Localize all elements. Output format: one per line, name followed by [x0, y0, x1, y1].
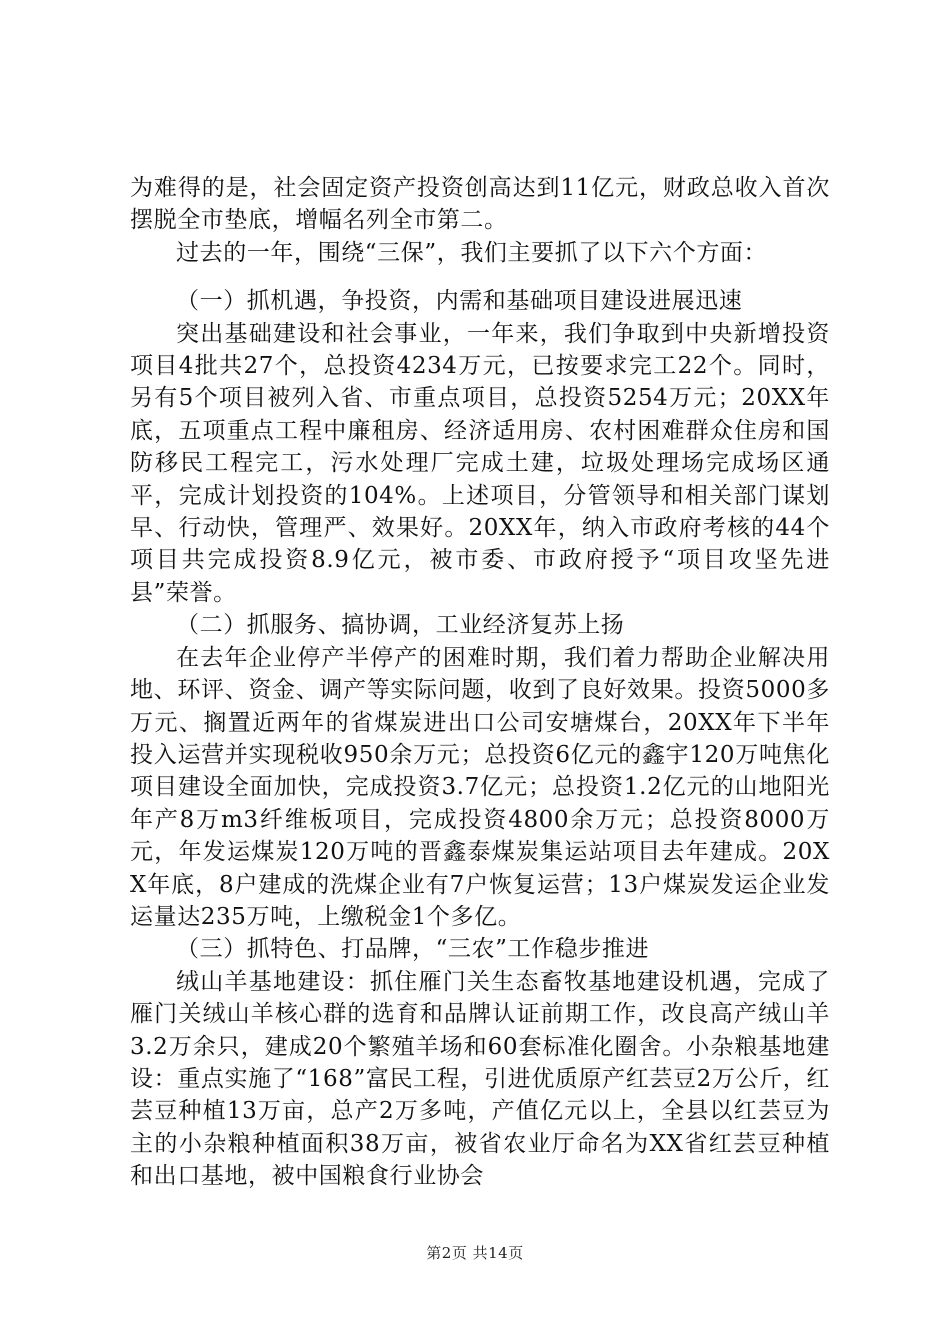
paragraph-agriculture: 绒山羊基地建设：抓住雁门关生态畜牧基地建设机遇，完成了雁门关绒山羊核心群的选育和品牌认证前期工作，改良高产绒山羊3.2万余只，建成20个繁殖羊场和60套标准化圈舍。小杂粮基地建设：重点实施了“168”富民工程，引进优质原产红芸豆2万公斤，红芸豆种植13万亩，总产2万多吨，产值亿元以上，全县以红芸豆为主的小杂粮种植面积38万亩，被省农业厅命名为XX省红芸豆种植和出口基地，被中国粮食行业协会 [130, 968, 830, 1190]
section-heading-3: （三）抓特色、打品牌，“三农”工作稳步推进 [176, 936, 650, 963]
paragraph-continuation: 为难得的是，社会固定资产投资创高达到11亿元，财政总收入首次摆脱全市垫底，增幅名列全市第二。 [130, 175, 830, 234]
paragraph-gap [130, 269, 830, 285]
section-heading-2: （二）抓服务、搞协调，工业经济复苏上扬 [176, 612, 625, 639]
page-number-footer: 第2页 共14页 [426, 1244, 524, 1262]
section-heading-1: （一）抓机遇，争投资，内需和基础项目建设进展迅速 [176, 288, 743, 315]
document-body [130, 172, 830, 1193]
paragraph-intro: 过去的一年，围绕“三保”，我们主要抓了以下六个方面： [176, 239, 768, 266]
paragraph-investment: 突出基础建设和社会事业，一年来，我们争取到中央新增投资项目4批共27个，总投资4234万元，已按要求完工22个。同时，另有5个项目被列入省、市重点项目，总投资5254万元；20XX年底，五项重点工程中廉租房、经济适用房、农村困难群众住房和国防移民工程完工，污水处理厂完成土建，垃圾处理场完成场区通平，完成计划投资的104%。上述项目，分管领导和相关部门谋划早、行动快，管理严、效果好。20XX年，纳入市政府考核的44个项目共完成投资8.9亿元，被市委、市政府授予“项目攻坚先进县”荣誉。 [130, 320, 830, 606]
paragraph-industry: 在去年企业停产半停产的困难时期，我们着力帮助企业解决用地、环评、资金、调产等实际问题，收到了良好效果。投资5000多万元、搁置近两年的省煤炭进出口公司安塘煤台，20XX年下半年投入运营并实现税收950余万元；总投资6亿元的鑫宇120万吨焦化项目建设全面加快，完成投资3.7亿元；总投资1.2亿元的山地阳光年产8万m3纤维板项目，完成投资4800余万元；总投资8000万元，年发运煤炭120万吨的晋鑫泰煤炭集运站项目去年建成。20XX年底，8户建成的洗煤企业有7户恢复运营；13户煤炭发运企业发运量达235万吨，上缴税金1个多亿。 [130, 644, 830, 930]
